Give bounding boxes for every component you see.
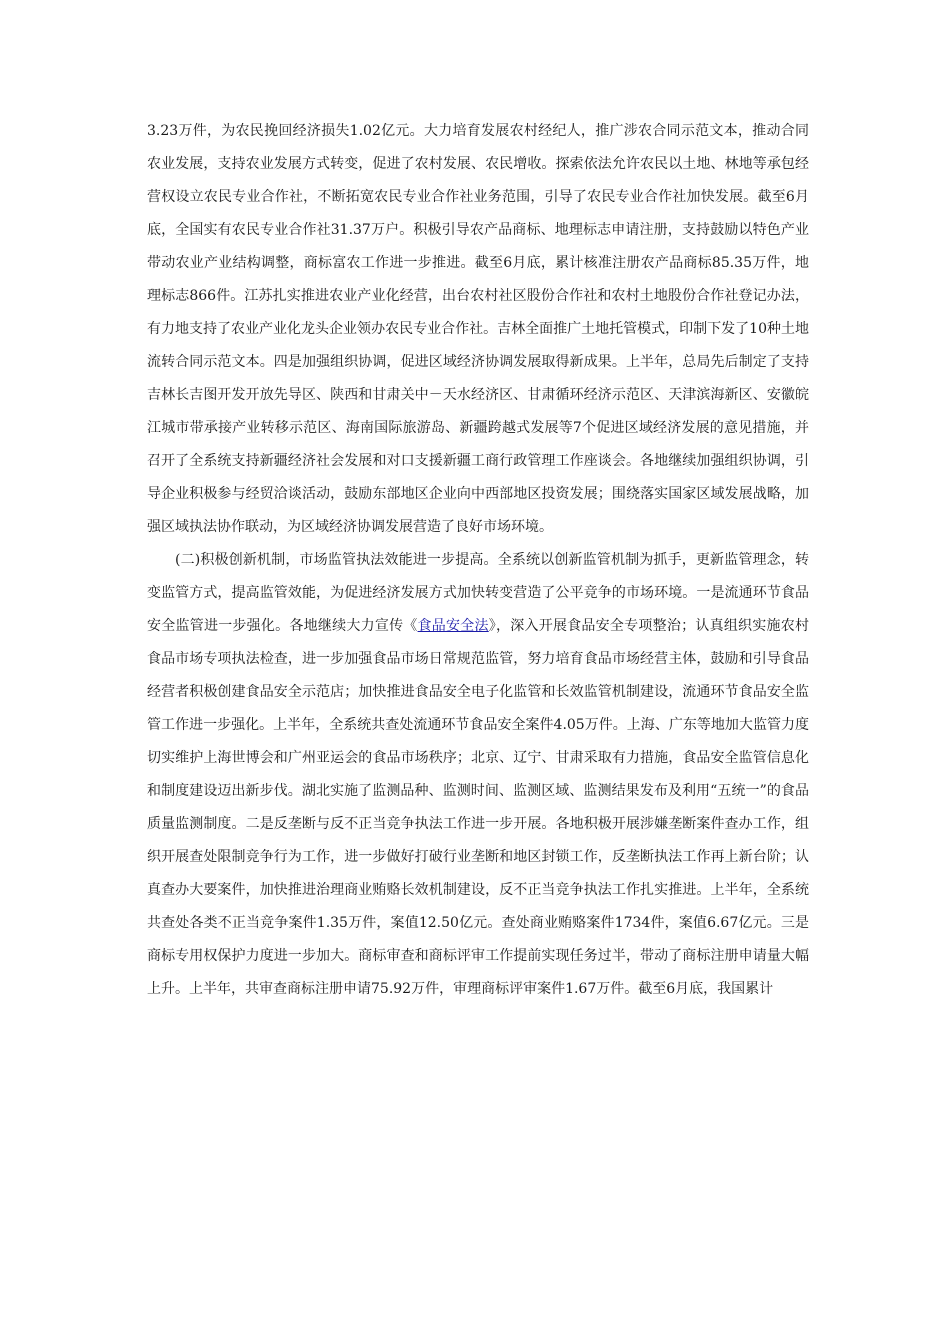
paragraph-market-supervision [147, 544, 809, 1006]
paragraph-1-text: 3.23万件，为农民挽回经济损失1.02亿元。大力培育发展农村经纪人，推广涉农合同示范文本，推动合同农业发展，支持农业发展方式转变，促进了农村发展、农民增收。探索依法允许农民以土地、林地等承包经营权设立农民专业合作社，不断拓宽农民专业合作社业务范围，引导了农民专业合作社加快发展。截至6月底，全国实有农民专业合作社31.37万户。积极引导农产品商标、地理标志申请注册，支持鼓励以特色产业带动农业产业结构调整，商标富农工作进一步推进。截至6月底，累计核准注册农产品商标85.35万件，地理标志866件。江苏扎实推进农业产业化经营，出台农村社区股份合作社和农村土地股份合作社登记办法，有力地支持了农业产业化龙头企业领办农民专业合作社。吉林全面推广土地托管模式，印制下发了10种土地流转合同示范文本。四是加强组织协调，促进区域经济协调发展取得新成果。上半年，总局先后制定了支持吉林长吉图开发开放先导区、陕西和甘肃关中－天水经济区、甘肃循环经济示范区、天津滨海新区、安徽皖江城市带承接产业转移示范区、海南国际旅游岛、新疆跨越式发展等7个促进区域经济发展的意见措施，并召开了全系统支持新疆经济社会发展和对口支援新疆工商行政管理工作座谈会。各地继续加强组织协调，引导企业积极参与经贸洽谈活动，鼓励东部地区企业向中西部地区投资发展；围绕落实国家区域发展战略，加强区域执法协作联动，为区域经济协调发展营造了良好市场环境。 [147, 123, 809, 535]
paragraph-2-text-end: 》，深入开展食品安全专项整治；认真组织实施农村食品市场专项执法检查，进一步加强食品市场日常规范监管，努力培育食品市场经营主体，鼓励和引导食品经营者积极创建食品安全示范店；加快推进食品安全电子化监管和长效监管机制建设，流通环节食品安全监管工作进一步强化。上半年，全系统共查处流通环节食品安全案件4.05万件。上海、广东等地加大监管力度切实维护上海世博会和广州亚运会的食品市场秩序；北京、辽宁、甘肃采取有力措施，食品安全监管信息化和制度建设迈出新步伐。湖北实施了监测品种、监测时间、监测区域、监测结果发布及利用“五统一”的食品质量监测制度。二是反垄断与反不正当竞争执法工作进一步开展。各地积极开展涉嫌垄断案件查办工作，组织开展查处限制竞争行为工作，进一步做好打破行业垄断和地区封锁工作，反垄断执法工作再上新台阶；认真查办大要案件，加快推进治理商业贿赂长效机制建设，反不正当竞争执法工作扎实推进。上半年，全系统共查处各类不正当竞争案件1.35万件，案值12.50亿元。查处商业贿赂案件1734件，案值6.67亿元。三是商标专用权保护力度进一步加大。商标审查和商标评审工作提前实现任务过半，带动了商标注册申请量大幅上升。上半年，共审查商标注册申请75.92万件，审理商标评审案件1.67万件。截至6月底，我国累计 [147, 618, 810, 997]
paragraph-rural-economy [147, 115, 809, 544]
food-safety-law-link[interactable]: 食品安全法 [417, 618, 489, 634]
paragraph-2-text-start: (二)积极创新机制，市场监管执法效能进一步提高。全系统以创新监管机制为抓手，更新监管理念，转变监管方式，提高监管效能，为促进经济发展方式加快转变营造了公平竞争的市场环境。一是流通环节食品安全监管进一步强化。各地继续大力宣传《 [147, 552, 809, 634]
document-body [147, 115, 809, 1006]
